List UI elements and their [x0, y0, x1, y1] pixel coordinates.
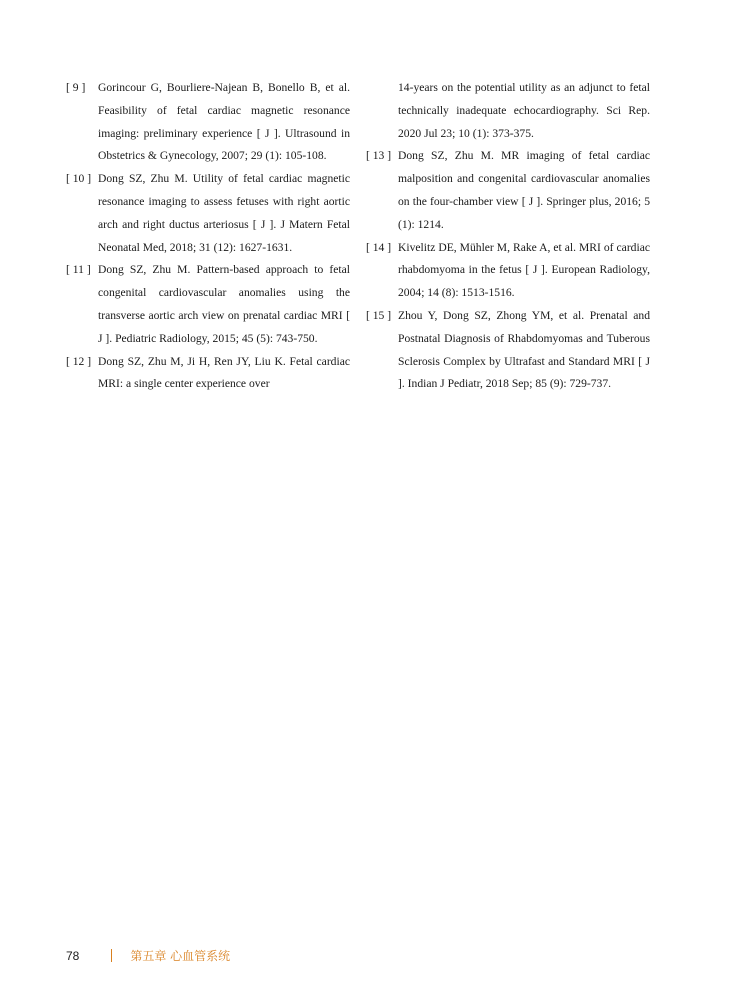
reference-text: Kivelitz DE, Mühler M, Rake A, et al. MRI of cardiac rhabdomyoma in the fetus [ J ]. European Radiology, 2004; 14 (8): 1513-1516.: [398, 240, 650, 300]
reference-number: [ 14 ]: [366, 240, 392, 254]
chapter-title: 第五章 心血管系统: [130, 949, 231, 963]
reference-item: [66, 259, 350, 350]
reference-item: [66, 168, 350, 259]
reference-text: Dong SZ, Zhu M, Ji H, Ren JY, Liu K. Fetal cardiac MRI: a single center experience over: [98, 354, 350, 391]
reference-item: [366, 305, 650, 396]
reference-number: [ 9 ]: [66, 81, 86, 94]
reference-column-right: [366, 77, 650, 396]
reference-number: [ 11 ]: [66, 263, 91, 277]
reference-number: [ 12 ]: [66, 354, 92, 368]
reference-item: [66, 77, 350, 168]
reference-text: Dong SZ, Zhu M. Utility of fetal cardiac magnetic resonance imaging to assess fetuses with right aortic arch and right ductus arteriosus [ J ]. J Matern Fetal Neonatal Med, 2018; 31 (12): 1627-1631.: [98, 172, 350, 254]
reference-number: [ 13 ]: [366, 149, 392, 163]
reference-column-left: [66, 77, 350, 396]
footer-divider: [111, 949, 112, 962]
reference-item: [366, 237, 650, 305]
reference-text: Gorincour G, Bourliere-Najean B, Bonello B, et al. Feasibility of fetal cardiac magnetic resonance imaging: preliminary experience [ J ]. Ultrasound in Obstetrics & Gynecology, 2007; 29 (1): 105-108.: [98, 81, 350, 163]
reference-item: [66, 351, 350, 397]
reference-item: [366, 145, 650, 236]
reference-text: Dong SZ, Zhu M. MR imaging of fetal cardiac malposition and congenital cardiovascular anomalies on the four-chamber view [ J ]. Springer plus, 2016; 5 (1): 1214.: [398, 149, 650, 231]
reference-text: Zhou Y, Dong SZ, Zhong YM, et al. Prenatal and Postnatal Diagnosis of Rhabdomyomas and Tuberous Sclerosis Complex by Ultrafast and Standard MRI [ J ]. Indian J Pediatr, 2018 Sep; 85 (9): 729-737.: [398, 308, 650, 391]
page-number: 78: [66, 949, 80, 963]
reference-number: [ 10 ]: [66, 172, 92, 186]
reference-text: Dong SZ, Zhu M. Pattern-based approach to fetal congenital cardiovascular anomalies using the transverse aortic arch view on prenatal cardiac MRI [ J ]. Pediatric Radiology, 2015; 45 (5): 743-750.: [98, 263, 350, 345]
reference-number: [ 15 ]: [366, 308, 392, 322]
page-footer: [66, 946, 230, 966]
reference-continuation: 14-years on the potential utility as an adjunct to fetal technically inadequate echocardiography. Sci Rep. 2020 Jul 23; 10 (1): 373-375.: [398, 81, 650, 140]
